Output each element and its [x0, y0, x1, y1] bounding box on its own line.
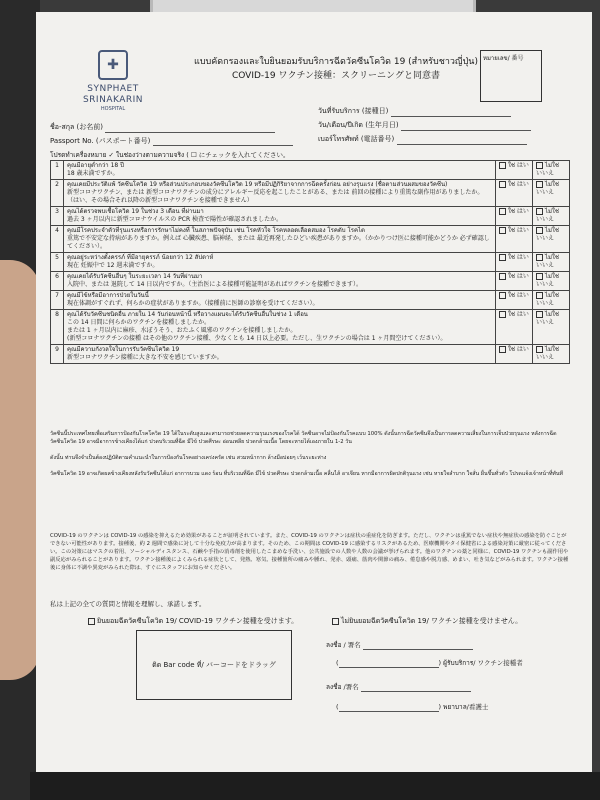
no-option[interactable] [533, 345, 570, 364]
question-text: คุณมีอายุต่ำกว่า 18 ปี 18 歳未満ですか。 [64, 161, 496, 180]
table-row [51, 180, 570, 207]
decline-checkbox[interactable] [332, 618, 339, 625]
accept-label: ยินยอมฉีดวัคซีนโควิด 19/ COVID-19 ワクチン接種を受けます。 [97, 617, 299, 625]
no-label: ไม่ใช่ いいえ [536, 254, 559, 269]
table-row [51, 207, 570, 226]
question-number: 7 [51, 291, 64, 310]
no-checkbox[interactable] [536, 311, 543, 318]
name-label: ชื่อ-สกุล (お名前) [50, 123, 103, 131]
yes-option[interactable] [496, 272, 533, 291]
title-japanese: COVID-19 ワクチン接種：スクリーニングと同意書 [231, 71, 441, 81]
no-checkbox[interactable] [536, 208, 543, 215]
id-number-label: หมายเลข/ 番号 [483, 55, 524, 62]
yes-checkbox[interactable] [499, 346, 506, 353]
recipient-label: ผู้รับบริการ/ ワクチン接種者 [443, 659, 523, 667]
thai-paragraph-2: ดังนั้น ท่านจึงจำเป็นต้องปฏิบัติตามคำแนะนำในการป้องกันโรคอย่างเคร่งครัด เช่น สวมหน้ากาก ล้างมือบ่อยๆ เว้นระยะห่าง [50, 455, 327, 461]
question-text: คุณได้รับวัคซีนชนิดอื่น ภายใน 14 วันก่อนหน้านี้ หรือวางแผนจะได้รับวัคซีนอื่นในช่วง 1 เดือน この 14 日間に何らかのワクチンを接種しましたか。 または 1 ヶ月以内に麻疹、水ぼうそう、おたふく風邪のワクチンを接種しましたか。 (新型コロナワクチンの接種 はその他のワクチン接種、少なくとも 14 日以上必要。ただし、生ワクチンの場合は 1 ヶ月間空けてください）。 [64, 310, 496, 345]
hospital-sub: HOSPITAL [100, 106, 126, 112]
no-label: ไม่ใช่ いいえ [536, 346, 559, 361]
no-option[interactable] [533, 291, 570, 310]
japanese-paragraph: COVID-19 のワクチンは COVID-19 の感染を抑えるため効果があることが証明されています。また、COVID-19 のワクチンは症状の重症化を防ぎます。ただし、ワクチンは重篤でない症状や無症状の感染を防ぐことができない可能性があります。接種後、約 2 週間で感染に対して十分な免疫力が高まります。そのため、この期間は COVID-19 に感染するリスクがあるため、医療機関やタイ保健省による感染対策に厳密に従ってください。この対策にはマスクの着用、ソーシャルディスタンス、石鹸や手指の消毒剤を使用したこまめな手洗い、公共施設での人数や人数の会議が挙げられます。他のワクチンの薬と同様に、COVID-19 ワクチンも副作用や副反応がみられることがあります。ワクチン接種後によくみられる症状として、発熱、寒気、接種箇所の痛みや腫れ、発赤、頭痛、筋肉や関節の痛み、倦怠感や脱力感、めまい、吐き気などがみられます。ワクチン接種後に身体に不調や異変がみられた際は、すぐにスタッフにお知らせください。 [50, 533, 569, 571]
no-label: ไม่ใช่ いいえ [536, 273, 559, 288]
clipboard-bottom [30, 772, 600, 800]
question-number: 6 [51, 272, 64, 291]
yes-checkbox[interactable] [499, 254, 506, 261]
phone-label: เบอร์โทรศัพท์ (電話番号) [318, 135, 395, 143]
yes-label: ใช่ はい [508, 227, 529, 234]
table-row [51, 291, 570, 310]
decline-option[interactable] [332, 616, 522, 627]
table-row [51, 253, 570, 272]
question-number: 9 [51, 345, 64, 364]
no-checkbox[interactable] [536, 162, 543, 169]
yes-label: ใช่ はい [508, 273, 529, 280]
service-date-field[interactable] [318, 106, 511, 117]
no-label: ไม่ใช่ いいえ [536, 181, 559, 196]
question-text: คุณได้ตรวจพบเชื้อโควิด 19 ในช่วง 3 เดือน ที่ผ่านมา 過去 3 ヶ月以内に新型コロナウイルスの PCR 検査で陽性が確認されましたか。 [64, 207, 496, 226]
accept-checkbox[interactable] [88, 618, 95, 625]
question-number: 3 [51, 207, 64, 226]
yes-label: ใช่ はい [508, 292, 529, 299]
no-option[interactable] [533, 253, 570, 272]
no-option[interactable] [533, 207, 570, 226]
barcode-box[interactable] [136, 630, 292, 700]
consent-statement: 私は上記の全ての質問と情報を理解し、承諾します。 [50, 600, 206, 608]
question-number: 5 [51, 253, 64, 272]
yes-checkbox[interactable] [499, 162, 506, 169]
question-text: คุณอยู่ระหว่างตั้งครรภ์ ที่มีอายุครรภ์ น้อยกว่า 12 สัปดาห์ 現在 妊娠中で 12 週未満ですか。 [64, 253, 496, 272]
consent-form-paper [36, 12, 592, 772]
no-option[interactable] [533, 310, 570, 345]
birth-date-field[interactable] [318, 120, 531, 131]
no-label: ไม่ใช่ いいえ [536, 311, 559, 326]
no-checkbox[interactable] [536, 181, 543, 188]
yes-checkbox[interactable] [499, 311, 506, 318]
table-row [51, 272, 570, 291]
nurse-signature[interactable] [326, 682, 471, 692]
name-field[interactable] [50, 122, 275, 133]
yes-checkbox[interactable] [499, 181, 506, 188]
id-number-box[interactable] [480, 50, 542, 102]
question-text: คุณมีไข้หรือมีอาการป่วยในวันนี้ 現在体調がすぐれず、何らかの症状がありますか。（接種前に医師の診察を受けてください）。 [64, 291, 496, 310]
yes-label: ใช่ はい [508, 181, 529, 188]
no-option[interactable] [533, 226, 570, 253]
yes-option[interactable] [496, 310, 533, 345]
table-row [51, 310, 570, 345]
no-label: ไม่ใช่ いいえ [536, 162, 559, 177]
no-option[interactable] [533, 180, 570, 207]
hospital-name-1: SYNPHAET [87, 84, 139, 94]
sign-label: ลงชื่อ / 署名 [326, 641, 361, 649]
yes-label: ใช่ はい [508, 346, 529, 353]
no-label: ไม่ใช่ いいえ [536, 227, 559, 242]
yes-option[interactable] [496, 180, 533, 207]
no-checkbox[interactable] [536, 346, 543, 353]
question-text: คุณมีความกังวลใจในการรับวัคซีนโควิด 19 新型コロナワクチン接種に大きな不安を感じていますか。 [64, 345, 496, 364]
sign-label-2: ลงชื่อ /署名 [326, 683, 359, 691]
phone-field[interactable] [318, 134, 527, 145]
question-text: คุณมีโรคประจำตัวที่รุนแรงหรือการรักษาไม่คงที่ ในสภาพปัจจุบัน เช่น โรคหัวใจ โรคหลอดเลือดสมอง โรคตับ โรคไต 重篤で不安定な持病がありますか。例えば 心臓疾患、脳神経、または 最近再発したひどい疾患がありますか。（かかりつけ医に接種可能かどうか 必ず確認してください）。 [64, 226, 496, 253]
yes-label: ใช่ はい [508, 254, 529, 261]
yes-option[interactable] [496, 161, 533, 180]
question-number: 2 [51, 180, 64, 207]
question-number: 4 [51, 226, 64, 253]
passport-label: Passport No. (パスポート番号) [50, 137, 151, 145]
thai-paragraph-1: วัคซีนนี้ประเทศไทยเพื่อเสริมการป้องกันโรคโควิด 19 ได้ในระดับสูงและสามารถช่วยลดความรุนแรงของโรคได้ วัคซีนอาจไม่ป้องกันโรคแบบ 100% ดังนั้นการฉีดวัคซีนจึงเป็นการลดความเสี่ยงในการเจ็บป่วยรุนแรง หลังการฉีดวัคซีนโควิด 19 อาจมีอาการข้างเคียงได้แก่ ปวดบริเวณที่ฉีด มีไข้ ปวดศีรษะ อ่อนเพลีย ปวดกล้ามเนื้อ โดยจะหายได้เองภายใน 1-2 วัน [50, 431, 557, 445]
recipient-name-line[interactable]: ( ) ผู้รับบริการ/ ワクチン接種者 [336, 659, 523, 667]
accept-option[interactable] [88, 616, 298, 627]
yes-option[interactable] [496, 291, 533, 310]
barcode-label: ติด Bar code ที่/ バーコードをドラッグ [152, 660, 276, 669]
no-checkbox[interactable] [536, 254, 543, 261]
no-label: ไม่ใช่ いいえ [536, 208, 559, 223]
screening-table [50, 160, 570, 364]
yes-option[interactable] [496, 345, 533, 364]
yes-option[interactable] [496, 226, 533, 253]
hand [0, 260, 40, 680]
yes-label: ใช่ はい [508, 162, 529, 169]
table-row [51, 161, 570, 180]
yes-checkbox[interactable] [499, 273, 506, 280]
nurse-name-line[interactable]: ( ) พยาบาล/看護士 [336, 703, 489, 711]
no-checkbox[interactable] [536, 227, 543, 234]
recipient-signature[interactable] [326, 640, 473, 650]
question-text: คุณเคยได้รับวัคซีนอื่นๆ ในระยะเวลา 14 วันที่ผ่านมา 入院中、または 退院して 14 日以内ですか。（主治医による接種可能証明があればワクチンを接種できます）。 [64, 272, 496, 291]
hospital-logo [70, 50, 156, 112]
yes-checkbox[interactable] [499, 292, 506, 299]
question-text: คุณเคยมีประวัติแพ้ วัคซีนโควิด 19 หรือส่วนประกอบของวัคซีนโควิด 19 หรือมีปฏิกิริยาจากการฉีดครั้งก่อน อย่างรุนแรง (ชื่อตามส่วนผสมของวัคซีน) 新型コロナワクチン、または 新型コロナワクチンの成分にアレルギー反応を起こしたことがある、または 前回の接種により重篤な副作用がありましたか。（はい、その場合それ以降の新型コロナワクチンを接種できません） [64, 180, 496, 207]
yes-checkbox[interactable] [499, 208, 506, 215]
birth-date-label: วัน/เดือน/ปีเกิด (生年月日) [318, 121, 399, 129]
hospital-name-2: SRINAKARIN [82, 95, 144, 105]
decline-label: ไม่ยินยอมฉีดวัคซีนโควิด 19/ ワクチン接種を受けません。 [341, 617, 523, 625]
yes-label: ใช่ はい [508, 208, 529, 215]
passport-field[interactable] [50, 136, 293, 146]
yes-label: ใช่ はい [508, 311, 529, 318]
question-number: 8 [51, 310, 64, 345]
thai-paragraph-3: วัคซีนโควิด 19 อาจเกิดผลข้างเคียงหลังรับวัคซีนได้แก่ อาการบวม แดง ร้อน ที่บริเวณที่ฉีด มีไข้ ปวดศีรษะ ปวดกล้ามเนื้อ คลื่นไส้ อาเจียน หากมีอาการผิดปกติรุนแรง เช่น หายใจลำบาก ใจสั่น ผื่นขึ้นทั่วตัว โปรดแจ้งเจ้าหน้าที่ทันที [50, 471, 564, 477]
hospital-cross-icon: ✚ [98, 50, 128, 80]
no-checkbox[interactable] [536, 273, 543, 280]
service-date-label: วันที่รับบริการ (接種日) [318, 107, 389, 115]
no-option[interactable] [533, 161, 570, 180]
yes-checkbox[interactable] [499, 227, 506, 234]
table-row [51, 226, 570, 253]
table-row [51, 345, 570, 364]
title-thai: แบบคัดกรองและใบยินยอมรับบริการฉีดวัคซีนโควิด 19 (สำหรับชาวญี่ปุ่น) [194, 57, 478, 67]
nurse-label: พยาบาล/看護士 [443, 703, 489, 711]
yes-option[interactable] [496, 207, 533, 226]
no-option[interactable] [533, 272, 570, 291]
question-number: 1 [51, 161, 64, 180]
yes-option[interactable] [496, 253, 533, 272]
no-label: ไม่ใช่ いいえ [536, 292, 559, 307]
no-checkbox[interactable] [536, 292, 543, 299]
instruction-text: โปรดทำเครื่องหมาย ✓ ในช่องว่างตามความจริง ( ☐ にチェックを入れてください。 [50, 151, 290, 159]
